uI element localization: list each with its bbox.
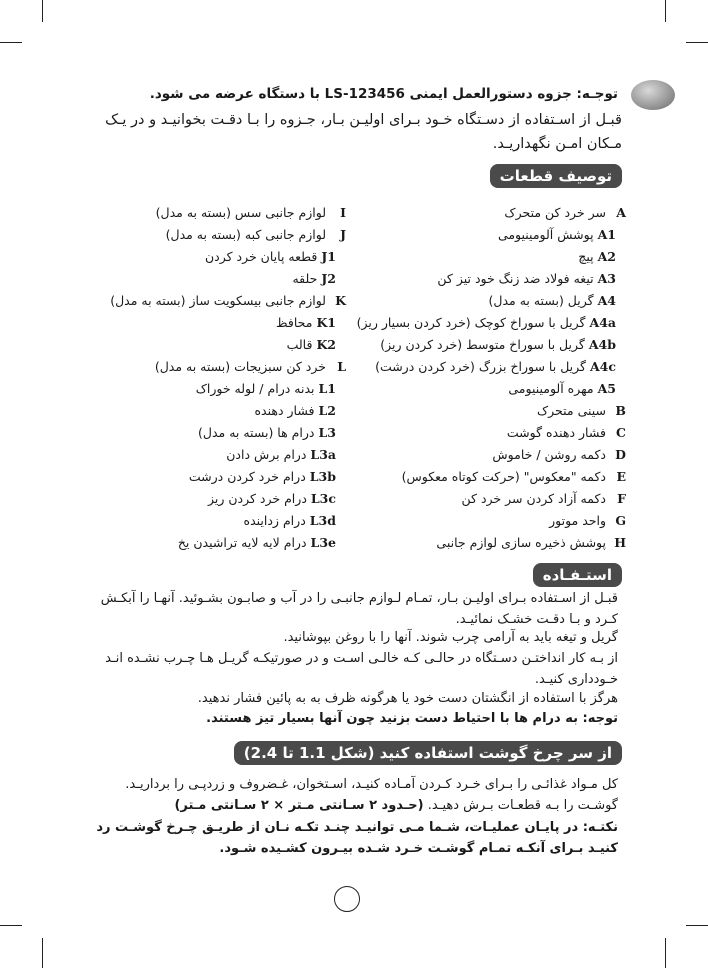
parts-list-item bbox=[66, 356, 346, 378]
part-description: لوازم جانبی سس (بسته به مدل) bbox=[155, 205, 326, 220]
intro-paragraph: قبـل از اسـتفاده از دسـتگاه خـود بـرای اولیـن بـار، جـزوه را بـا دقـت بخوانیـد و در یـک مـکان امـن نگهداریـد. bbox=[105, 112, 622, 152]
part-code: D bbox=[615, 447, 626, 462]
part-code: L3b bbox=[309, 469, 336, 484]
part-description: لوازم جانبی بیسکویت ساز (بسته به مدل) bbox=[110, 293, 326, 308]
part-description: قالب bbox=[286, 337, 313, 352]
part-description: فشار دهنده bbox=[254, 403, 315, 418]
usage-paragraph: قبـل از اسـتفاده بـرای اولیـن بـار، تمـام لـوازم جانبـی را در آب و صابـون بشـوئید. آنهـا را آبکـش کـرد و بـا دقـت خشـک نمائیـد. bbox=[100, 591, 618, 627]
part-description: حلقه bbox=[292, 271, 318, 286]
part-code: L3a bbox=[310, 447, 336, 462]
part-code: A4c bbox=[589, 359, 616, 374]
part-description: سر خرد کن متحرک bbox=[504, 205, 606, 220]
part-code: C bbox=[616, 425, 626, 440]
section-title-usage: استـفـاده bbox=[533, 563, 622, 587]
part-code: J2 bbox=[321, 271, 336, 286]
part-code: A4a bbox=[589, 315, 616, 330]
parts-list-item bbox=[66, 246, 346, 268]
part-description: درام زداینده bbox=[243, 513, 306, 528]
part-code: K2 bbox=[316, 337, 336, 352]
usage-paragraph: گریل و تیغه باید به آرامی چرب شوند. آنها را با روغن بپوشانید. bbox=[283, 630, 618, 645]
part-description: درام خرد کردن درشت bbox=[188, 469, 306, 484]
parts-list-item bbox=[346, 488, 626, 510]
parts-list-left bbox=[66, 202, 346, 554]
part-description: پیچ bbox=[578, 249, 594, 264]
parts-list-item bbox=[346, 224, 626, 246]
part-code: A3 bbox=[597, 271, 616, 286]
grinder-tip: نکتـه: در پایـان عملیـات، شـما مـی توانیـد چنـد تکـه نـان از طریـق چـرخ گوشـت رد کنیـد بـرای آنکـه تمـام گوشـت خـرد شـده بیـرون کشـیده شـود. bbox=[96, 820, 618, 856]
part-code: L3c bbox=[310, 491, 336, 506]
part-description: پوشش ذخیره سازی لوازم جانبی bbox=[436, 535, 606, 550]
part-description: گریل با سوراخ بزرگ (خرد کردن درشت) bbox=[375, 359, 586, 374]
parts-list-item bbox=[66, 268, 346, 290]
part-description: دکمه روشن / خاموش bbox=[492, 447, 606, 462]
parts-list-item bbox=[66, 466, 346, 488]
part-code: J bbox=[340, 227, 346, 242]
crop-mark bbox=[42, 938, 43, 968]
part-description: لوازم جانبی کبه (بسته به مدل) bbox=[165, 227, 326, 242]
section-title-grinder: از سر چرخ گوشت استفاده کنید (شکل 1.1 تا 2.4) bbox=[234, 741, 622, 765]
parts-list-item bbox=[66, 400, 346, 422]
grinder-paragraph bbox=[88, 774, 618, 816]
part-code: H bbox=[614, 535, 626, 550]
part-code: A bbox=[616, 205, 626, 220]
part-description: درام خرد کردن ریز bbox=[207, 491, 307, 506]
part-description: گریل با سوراخ متوسط (خرد کردن ریز) bbox=[380, 337, 585, 352]
part-description: درام لایه لایه تراشیدن یخ bbox=[177, 535, 307, 550]
parts-list-item bbox=[346, 400, 626, 422]
safety-notice: توجـه: جزوه دستورالعمل ایمنی LS-123456 با دستگاه عرضه می شود. bbox=[149, 86, 618, 102]
part-description: گریل با سوراخ کوچک (خرد کردن بسیار ریز) bbox=[356, 315, 586, 330]
part-description: محافظ bbox=[276, 315, 313, 330]
crop-mark bbox=[665, 938, 666, 968]
parts-list-item bbox=[66, 202, 346, 224]
part-code: L3e bbox=[310, 535, 336, 550]
part-code: K bbox=[335, 293, 346, 308]
part-code: L3d bbox=[309, 513, 336, 528]
parts-list-item bbox=[66, 444, 346, 466]
parts-list-item bbox=[346, 422, 626, 444]
part-description: بدنه درام / لوله خوراک bbox=[195, 381, 315, 396]
parts-list-item bbox=[346, 202, 626, 224]
parts-list-item bbox=[66, 422, 346, 444]
grinder-dimensions: (حـدود ۲ سـانتی مـتر × ۲ سـانتی مـتر) bbox=[174, 798, 424, 813]
parts-list-item bbox=[66, 510, 346, 532]
part-code: L2 bbox=[318, 403, 336, 418]
part-description: گریل (بسته به مدل) bbox=[488, 293, 594, 308]
usage-paragraph: هرگز با استفاده از انگشتان دست خود یا هرگونه ظرف به به پائین فشار ندهید. bbox=[197, 691, 618, 706]
header-oval-icon bbox=[631, 80, 675, 110]
part-code: B bbox=[615, 403, 626, 418]
part-code: K1 bbox=[316, 315, 336, 330]
parts-list-item bbox=[346, 466, 626, 488]
parts-list-item bbox=[346, 532, 626, 554]
parts-list-item bbox=[346, 268, 626, 290]
page-number-circle bbox=[334, 886, 360, 912]
parts-list-item bbox=[66, 532, 346, 554]
part-description: فشار دهنده گوشت bbox=[506, 425, 606, 440]
parts-list-item bbox=[346, 290, 626, 312]
part-code: A4b bbox=[588, 337, 616, 352]
part-code: J1 bbox=[321, 249, 336, 264]
usage-warning: توجه: به درام ها با احتیاط دست بزنید چون آنها بسیار تیز هستند. bbox=[206, 711, 618, 726]
parts-list-item bbox=[66, 224, 346, 246]
parts-list-item bbox=[346, 334, 626, 356]
part-code: L bbox=[337, 359, 346, 374]
part-description: دکمه آزاد کردن سر خرد کن bbox=[461, 491, 606, 506]
parts-list-item bbox=[346, 444, 626, 466]
part-description: واحد موتور bbox=[549, 513, 606, 528]
section-title-parts: توصیف قطعات bbox=[490, 164, 622, 188]
part-code: A5 bbox=[597, 381, 616, 396]
parts-list-item bbox=[66, 378, 346, 400]
parts-list-item bbox=[66, 488, 346, 510]
part-description: خرد کن سبزیجات (بسته به مدل) bbox=[154, 359, 326, 374]
crop-mark bbox=[0, 925, 22, 926]
part-description: سینی متحرک bbox=[536, 403, 606, 418]
part-code: L1 bbox=[318, 381, 336, 396]
part-description: درام ها (بسته به مدل) bbox=[198, 425, 315, 440]
part-description: دکمه "معکوس" (حرکت کوتاه معکوس) bbox=[401, 469, 606, 484]
part-code: E bbox=[616, 469, 626, 484]
crop-mark bbox=[42, 0, 43, 22]
parts-list-item bbox=[346, 356, 626, 378]
parts-list-item bbox=[66, 334, 346, 356]
part-description: تیغه فولاد ضد زنگ خود تیز کن bbox=[437, 271, 594, 286]
parts-list-item bbox=[66, 312, 346, 334]
crop-mark bbox=[665, 0, 666, 22]
parts-list-item bbox=[346, 312, 626, 334]
crop-mark bbox=[686, 42, 708, 43]
part-code: A1 bbox=[597, 227, 616, 242]
part-code: L3 bbox=[318, 425, 336, 440]
parts-list-item bbox=[346, 378, 626, 400]
parts-list-item bbox=[66, 290, 346, 312]
part-code: I bbox=[340, 205, 346, 220]
part-code: F bbox=[617, 491, 626, 506]
usage-paragraph: از بـه کار انداختـن دسـتگاه در حالـی کـه خالـی اسـت و در صورتیکـه گریـل هـا چـرب نشـده انـد خـودداری کنیـد. bbox=[105, 651, 618, 687]
part-code: G bbox=[615, 513, 626, 528]
grinder-paragraph-text: کل مـواد غذائـی را بـرای خـرد کـردن آمـاده کنیـد، اسـتخوان، غـضروف و زردپـی را برداریـد. گوشـت را بـه قطعـات بـرش دهیـد. bbox=[125, 777, 618, 813]
part-description: درام برش دادن bbox=[226, 447, 307, 462]
part-description: قطعه پایان خرد کردن bbox=[204, 249, 318, 264]
part-code: A2 bbox=[597, 249, 616, 264]
parts-list-item bbox=[346, 510, 626, 532]
part-description: مهره آلومینیومی bbox=[508, 381, 594, 396]
crop-mark bbox=[686, 925, 708, 926]
parts-list-item bbox=[346, 246, 626, 268]
parts-list-right bbox=[346, 202, 626, 554]
part-description: پوشش آلومینیومی bbox=[497, 227, 594, 242]
part-code: A4 bbox=[597, 293, 616, 308]
crop-mark bbox=[0, 42, 22, 43]
